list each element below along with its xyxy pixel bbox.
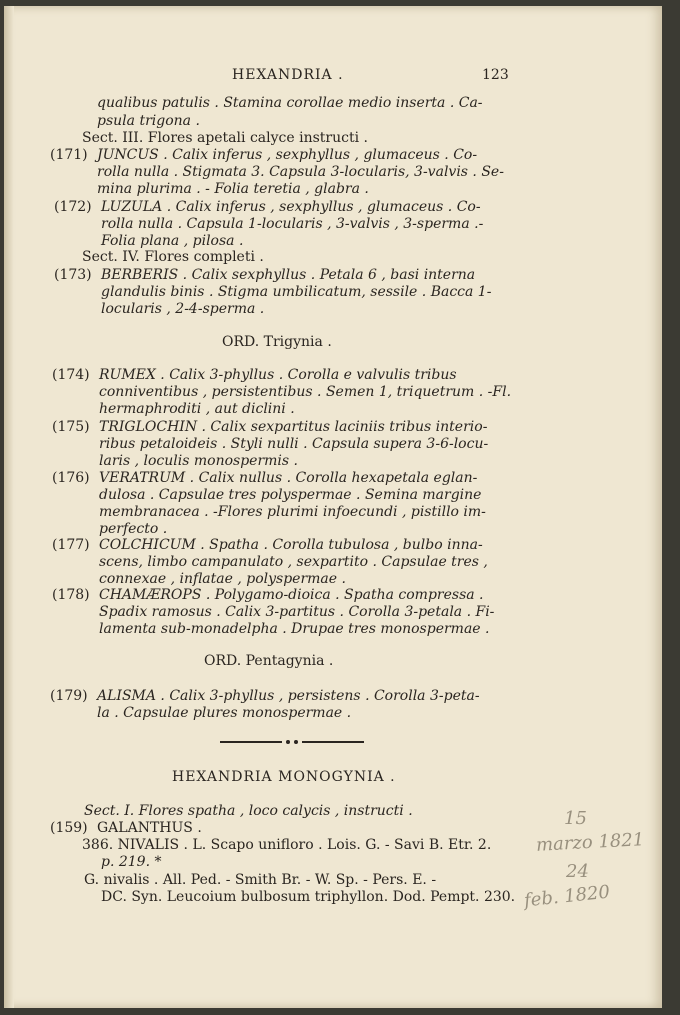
section-heading: Sect. I. Flores spatha , loco calycis , instructi . <box>84 803 413 819</box>
text-line: JUNCUS . Calix inferus , sexphyllus , glumaceus . Co- <box>97 147 478 163</box>
text-line: mina plurima . - Folia teretia , glabra . <box>97 181 369 197</box>
text-line: la . Capsulae plures monospermae . <box>97 705 352 721</box>
page-number: 123 <box>482 67 509 83</box>
order-heading-trigynia: ORD. Trigynia . <box>222 334 332 350</box>
text-line: rolla nulla . Stigmata 3. Capsula 3-locularis, 3-valvis . Se- <box>97 164 504 180</box>
text-line: hermaphroditi , aut diclini . <box>99 401 295 417</box>
text-line: p. 219. * <box>101 854 162 870</box>
text-line: psula trigona . <box>97 113 200 129</box>
book-page <box>4 6 662 1008</box>
text-line: membranacea . -Flores plurimi infoecundi , pistillo im- <box>99 504 486 520</box>
entry-number: (173) <box>54 267 92 283</box>
text-line: BERBERIS . Calix sexphyllus . Petala 6 , basi interna <box>101 267 476 283</box>
entry-number: (176) <box>52 470 90 486</box>
text-line: TRIGLOCHIN . Calix sexpartitus laciniis tribus interio- <box>99 419 488 435</box>
text-line: CHAMÆROPS . Polygamo-dioica . Spatha compressa . <box>99 587 484 603</box>
entry-number: (179) <box>50 688 88 704</box>
text-line: connexae , inflatae , polyspermae . <box>99 571 346 587</box>
entry-number: (177) <box>52 537 90 553</box>
text-line: conniventibus , persistentibus . Semen 1, triquetrum . -Fl. <box>99 384 512 400</box>
text-line: ALISMA . Calix 3-phyllus , persistens . Corolla 3-peta- <box>97 688 480 704</box>
text-line: LUZULA . Calix inferus , sexphyllus , glumaceus . Co- <box>101 199 481 215</box>
ornamental-rule <box>220 739 364 745</box>
handwritten-note: feb. 1820 <box>523 881 611 912</box>
text-line: lamenta sub-monadelpha . Drupae tres monospermae . <box>99 621 490 637</box>
entry-number: (172) <box>54 199 92 215</box>
text-line: qualibus patulis . Stamina corollae medio inserta . Ca- <box>97 95 483 111</box>
text-line: scens, limbo campanulato , sexpartito . Capsulae tres , <box>99 554 488 570</box>
text-line: laris , loculis monospermis . <box>99 453 298 469</box>
section-heading: Sect. IV. Flores completi . <box>82 249 264 265</box>
text-line: ribus petaloideis . Styli nulli . Capsula supera 3-6-locu- <box>99 436 489 452</box>
order-heading-pentagynia: ORD. Pentagynia . <box>204 653 334 669</box>
text-line: rolla nulla . Capsula 1-locularis , 3-valvis , 3-sperma .- <box>101 216 484 232</box>
entry-number: (159) <box>50 820 88 836</box>
text-line: perfecto . <box>99 521 168 537</box>
text-line: locularis , 2-4-sperma . <box>101 301 265 317</box>
class-heading: HEXANDRIA MONOGYNIA . <box>172 769 396 785</box>
handwritten-note: marzo 1821 <box>535 829 645 856</box>
text-line: COLCHICUM . Spatha . Corolla tubulosa , bulbo inna- <box>99 537 483 553</box>
running-title: HEXANDRIA . <box>232 67 344 83</box>
entry-number: (171) <box>50 147 88 163</box>
entry-number: (174) <box>52 367 90 383</box>
text-line: glandulis binis . Stigma umbilicatum, sessile . Bacca 1- <box>101 284 492 300</box>
entry-number: (178) <box>52 587 90 603</box>
species-entry: 386. NIVALIS . L. Scapo unifloro . Lois. G. - Savi B. Etr. 2. <box>82 837 492 853</box>
text-line: VERATRUM . Calix nullus . Corolla hexapetala eglan- <box>99 470 478 486</box>
handwritten-note: 15 <box>564 808 587 829</box>
text-line: Spadix ramosus . Calix 3-partitus . Corolla 3-petala . Fi- <box>99 604 495 620</box>
synonym-line: DC. Syn. Leucoium bulbosum triphyllon. Dod. Pempt. 230. <box>101 889 516 905</box>
section-heading: Sect. III. Flores apetali calyce instructi . <box>82 130 368 146</box>
handwritten-note: 24 <box>566 861 589 882</box>
genus-name: GALANTHUS . <box>97 820 202 836</box>
text-line: Folia plana , pilosa . <box>101 233 244 249</box>
text-line: dulosa . Capsulae tres polyspermae . Semina margine <box>99 487 482 503</box>
page-gutter-shadow <box>4 6 14 1008</box>
text-line: RUMEX . Calix 3-phyllus . Corolla e valvulis tribus <box>99 367 457 383</box>
entry-number: (175) <box>52 419 90 435</box>
synonym-line: G. nivalis . All. Ped. - Smith Br. - W. Sp. - Pers. E. - <box>84 872 437 888</box>
